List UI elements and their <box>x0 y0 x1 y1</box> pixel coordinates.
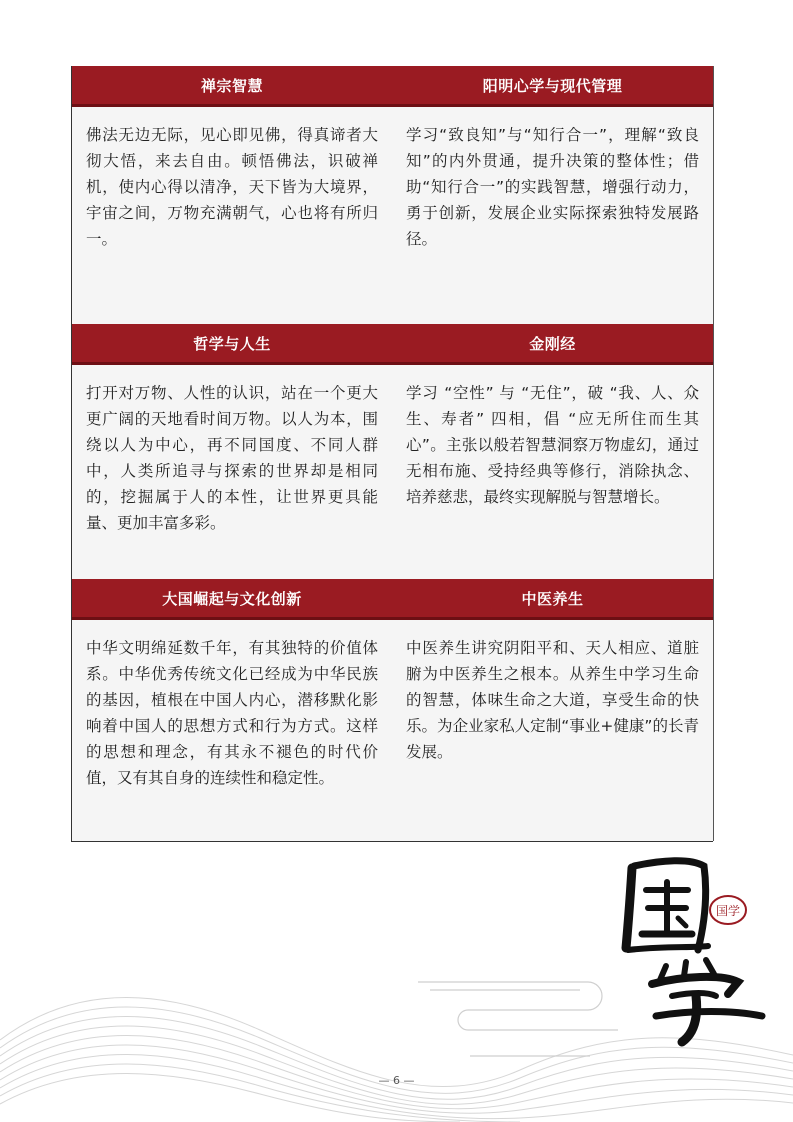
course-title: 哲学与人生 <box>72 324 392 365</box>
course-grid <box>71 66 713 842</box>
course-card-tcm-health <box>392 579 714 841</box>
guoxue-calligraphy-icon <box>612 846 772 1056</box>
course-description: 学习“致良知”与“知行合一”，理解“致良知”的内外贯通，提升决策的整体性；借助“知行合一”的实践智慧，增强行动力，勇于创新，发展企业实际探索独特发展路径。 <box>406 126 699 248</box>
course-title: 禅宗智慧 <box>72 66 392 107</box>
course-title: 阳明心学与现代管理 <box>392 66 713 107</box>
course-card-chan-wisdom <box>71 66 393 324</box>
course-card-yangming <box>392 66 714 324</box>
course-card-philosophy <box>71 324 393 579</box>
course-title: 大国崛起与文化创新 <box>72 579 392 620</box>
course-description: 中华文明绵延数千年，有其独特的价值体系。中华优秀传统文化已经成为中华民族的基因，植根在中国人内心，潜移默化影响着中国人的思想方式和行为方式。这样的思想和理念，有其永不褪色的时代价值，又有其自身的连续性和稳定性。 <box>86 639 378 787</box>
page-number: — 6 — <box>378 1074 415 1087</box>
course-card-culture-innovation <box>71 579 393 841</box>
course-description: 佛法无边无际，见心即见佛，得真谛者大彻大悟，来去自由。顿悟佛法，识破禅机，使内心得以清净，天下皆为大境界，宇宙之间，万物充满朝气，心也将有所归一。 <box>86 126 378 248</box>
course-description: 中医养生讲究阴阳平和、天人相应、道脏腑为中医养生之根本。从养生中学习生命的智慧，体味生命之大道，享受生命的快乐。为企业家私人定制“事业+健康”的长青发展。 <box>406 639 699 761</box>
course-title: 中医养生 <box>392 579 713 620</box>
course-title: 金刚经 <box>392 324 713 365</box>
calligraphy-logo <box>612 846 772 1056</box>
course-description: 打开对万物、人性的认识，站在一个更大更广阔的天地看时间万物。以人为本，围绕以人为中心，再不同国度、不同人群中，人类所追寻与探索的世界却是相同的，挖掘属于人的本性，让世界更具能量、更加丰富多彩。 <box>86 384 378 532</box>
course-card-diamond-sutra <box>392 324 714 579</box>
course-description: 学习 “空性” 与 “无住”，破 “我、人、众生、寿者” 四相，倡 “应无所住而生其心”。主张以般若智慧洞察万物虚幻，通过无相布施、受持经典等修行，消除执念、培养慈悲，最终实现解脱与智慧增长。 <box>406 384 699 506</box>
seal-stamp: 国学 <box>715 904 741 918</box>
